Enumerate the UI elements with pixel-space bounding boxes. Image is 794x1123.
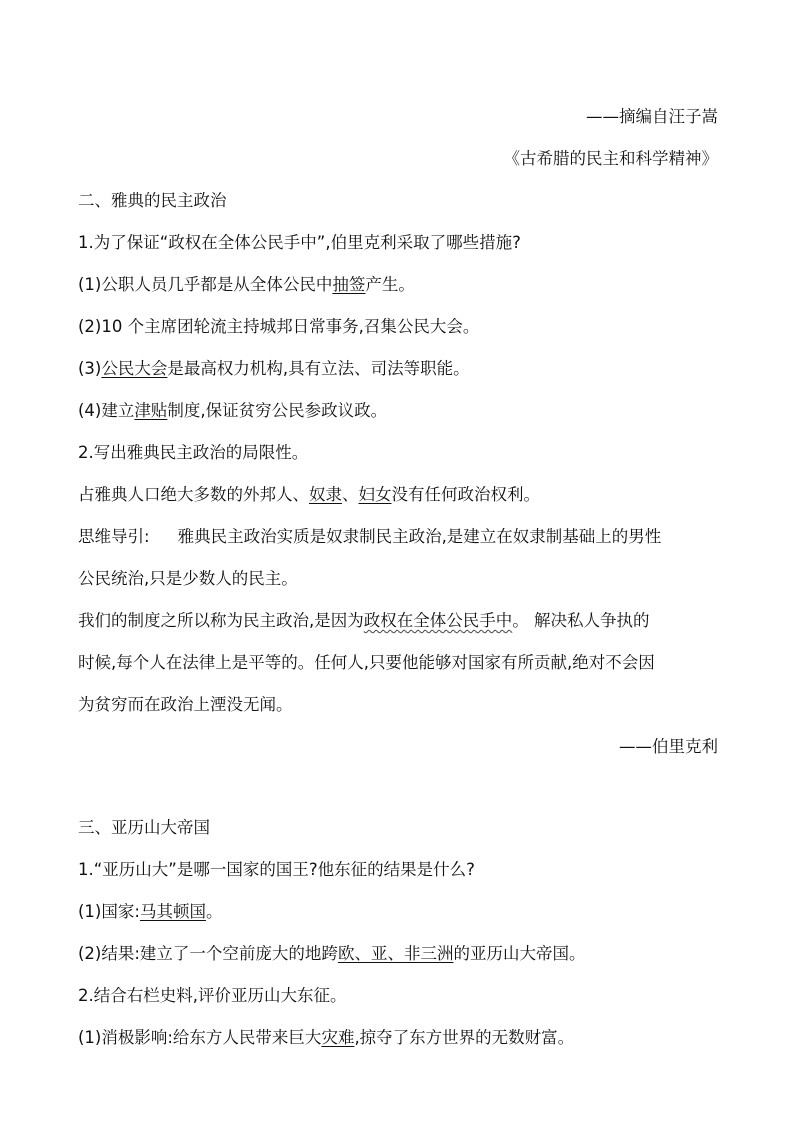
pericles-quote-line1: 我们的制度之所以称为民主政治,是因为政权在全体公民手中。 解决私人争执的 [78,611,650,630]
keyword: 灾难 [321,1028,355,1047]
keyword: 妇女 [358,485,392,504]
question-2: 2.写出雅典民主政治的局限性。 [78,443,309,462]
question-3-2: 2.结合右栏史料,评价亚历山大东征。 [78,986,347,1005]
question-1: 1.为了保证“政权在全体公民手中”,伯里克利采取了哪些措施? [78,233,521,252]
answer-2: 占雅典人口绝大多数的外邦人、奴隶、妇女没有任何政治权利。 [78,485,540,504]
answer-3-2-1: (1)消极影响:给东方人民带来巨大灾难,掠夺了东方世界的无数财富。 [78,1028,575,1047]
answer-1-1: (1)公职人员几乎都是从全体公民中抽签产生。 [78,275,415,294]
question-3-1: 1.“亚历山大”是哪一国家的国王?他东征的结果是什么? [78,860,475,879]
keyword: 津贴 [134,401,168,420]
keyword: 抽签 [332,275,366,294]
pericles-quote-line2: 时候,每个人在法律上是平等的。任何人,只要他能够对国家有所贡献,绝对不会因 [78,653,655,672]
keyword: 政权在全体公民手中 [363,611,513,630]
answer-3-1-1: (1)国家:马其顿国。 [78,902,223,921]
keyword: 公民大会 [101,359,168,378]
quote-attribution-author: ——摘编自汪子嵩 [586,107,718,126]
pericles-quote-attribution: ——伯里克利 [619,737,718,756]
answer-1-4: (4)建立津贴制度,保证贫穷公民参政议政。 [78,401,388,420]
thinking-guide-line2: 公民统治,只是少数人的民主。 [78,569,298,588]
pericles-quote-line3: 为贫穷而在政治上湮没无闻。 [78,695,293,714]
thinking-guide-label: 思维导引: [78,527,150,546]
thinking-guide-line1: 思维导引: 雅典民主政治实质是奴隶制民主政治,是建立在奴隶制基础上的男性 [78,527,662,546]
answer-1-2: (2)10 个主席团轮流主持城邦日常事务,召集公民大会。 [78,317,480,336]
section-heading-alexander: 三、亚历山大帝国 [78,818,210,837]
keyword: 马其顿国 [139,902,206,921]
keyword: 欧、亚、非三洲 [337,944,454,963]
answer-1-3: (3)公民大会是最高权力机构,具有立法、司法等职能。 [78,359,470,378]
answer-3-1-2: (2)结果:建立了一个空前庞大的地跨欧、亚、非三洲的亚历山大帝国。 [78,944,586,963]
quote-attribution-source: 《古希腊的民主和科学精神》 [503,149,718,168]
section-heading-athens: 二、雅典的民主政治 [78,191,227,210]
keyword: 奴隶 [309,485,342,504]
